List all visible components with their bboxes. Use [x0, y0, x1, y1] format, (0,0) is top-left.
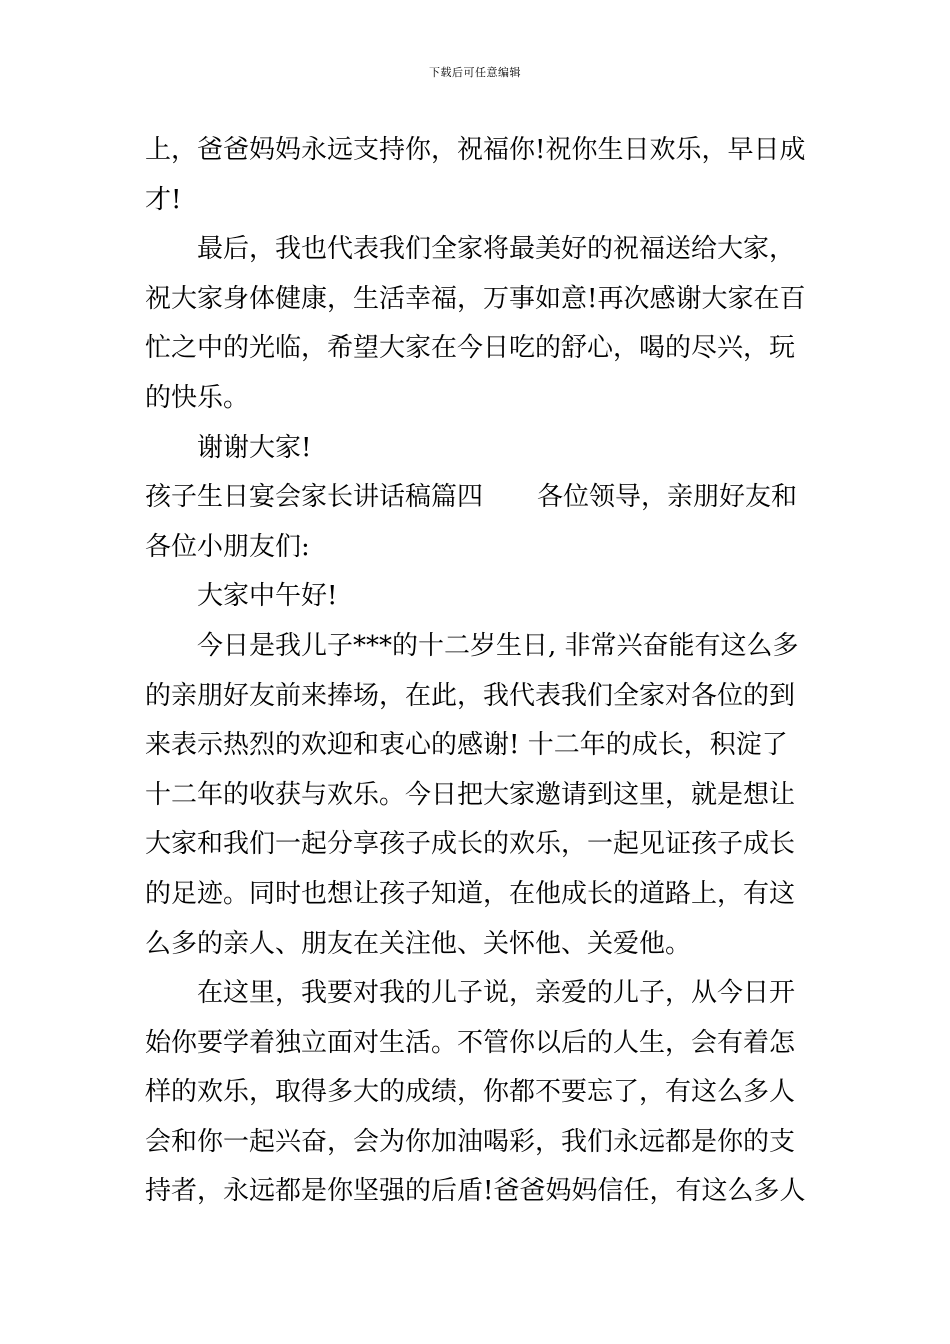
text-line: 在这里，我要对我的儿子说，亲爱的儿子，从今日开	[197, 978, 796, 1009]
text-line: 的足迹。同时也想让孩子知道，在他成长的道路上，有这	[145, 878, 796, 909]
text-line: 始你要学着独立面对生活。不管你以后的人生，会有着怎	[145, 1027, 796, 1058]
document-body	[145, 126, 807, 1217]
text-line: 最后，我也代表我们全家将最美好的祝福送给大家，	[197, 234, 796, 265]
text-line: 各位小朋友们:	[145, 531, 310, 562]
section-title: 孩子生日宴会家长讲话稿篇四	[145, 482, 484, 513]
text-line: 么多的亲人、朋友在关注他、关怀他、关爱他。	[145, 928, 692, 959]
text-line: 样的欢乐，取得多大的成绩，你都不要忘了，有这么多人	[145, 1077, 796, 1108]
text-line: 十二年的收获与欢乐。今日把大家邀请到这里，就是想让	[145, 779, 796, 810]
text-line: 才!	[145, 184, 182, 215]
text-line: 忙之中的光临，希望大家在今日吃的舒心，喝的尽兴，玩	[145, 333, 796, 364]
text-line: 祝大家身体健康，生活幸福，万事如意!再次感谢大家在百	[145, 283, 806, 314]
text-line: 持者，永远都是你坚强的后盾!爸爸妈妈信任，有这么多人	[145, 1176, 806, 1207]
text-line: 谢谢大家!	[197, 432, 312, 463]
text-line: 上，爸爸妈妈永远支持你，祝福你!祝你生日欢乐，早日成	[145, 135, 806, 165]
text-line: 大家中午好!	[197, 581, 338, 612]
section-heading-line	[145, 473, 807, 523]
text-line: 来表示热烈的欢迎和衷心的感谢! 十二年的成长，积淀了	[145, 730, 788, 761]
text-line: 的亲朋好友前来捧场，在此，我代表我们全家对各位的到	[145, 680, 796, 711]
text-line: 大家和我们一起分享孩子成长的欢乐，一起见证孩子成长	[145, 829, 796, 860]
text-line: 会和你一起兴奋，会为你加油喝彩，我们永远都是你的支	[145, 1126, 796, 1157]
salutation-text: 各位领导，亲朋好友和	[537, 482, 798, 513]
text-line: 今日是我儿子***的十二岁生日, 非常兴奋能有这么多	[197, 630, 799, 661]
text-line: 的快乐。	[145, 382, 250, 413]
page-header-note: 下载后可任意编辑	[429, 66, 521, 79]
